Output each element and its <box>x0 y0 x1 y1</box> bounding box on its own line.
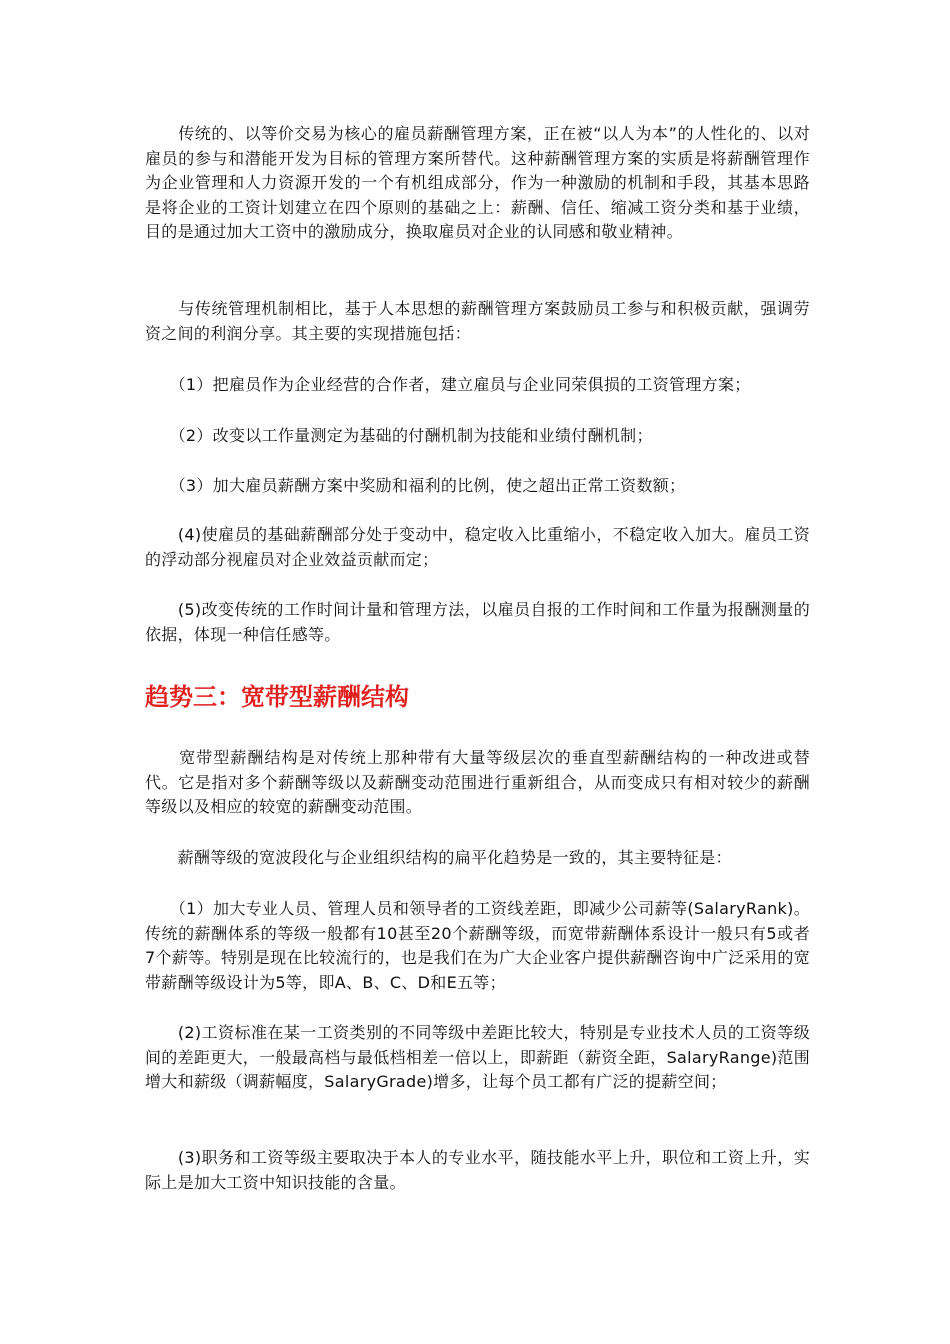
list-item-2: （2）改变以工作量测定为基础的付酬机制为技能和业绩付酬机制； <box>145 426 653 445</box>
feature-item-1: （1）加大专业人员、管理人员和领导者的工资线差距，即减少公司薪等(SalaryRank)。传统的薪酬体系的等级一般都有10甚至20个薪酬等级，而宽带薪酬体系设计一般只有5或者7个薪等。特别是现在比较流行的，也是我们在为广大企业客户提供薪酬咨询中广泛采用的宽带薪酬等级设计为5等，即A、B、C、D和E五等； <box>145 899 810 992</box>
list-item-4: (4)使雇员的基础薪酬部分处于变动中，稳定收入比重缩小，不稳定收入加大。雇员工资的浮动部分视雇员对企业效益贡献而定； <box>145 525 810 569</box>
paragraph-features-intro: 薪酬等级的宽波段化与企业组织结构的扁平化趋势是一致的，其主要特征是： <box>145 848 732 867</box>
list-item-3: （3）加大雇员薪酬方案中奖励和福利的比例，使之超出正常工资数额； <box>145 476 686 495</box>
list-item-5: (5)改变传统的工作时间计量和管理方法，以雇员自报的工作时间和工作量为报酬测量的依据，体现一种信任感等。 <box>145 600 810 644</box>
paragraph-intro: 传统的、以等价交易为核心的雇员薪酬管理方案，正在被“以人为本”的人性化的、以对雇员的参与和潜能开发为目标的管理方案所替代。这种薪酬管理方案的实质是将薪酬管理作为企业管理和人力资源开发的一个有机组成部分，作为一种激励的机制和手段，其基本思路是将企业的工资计划建立在四个原则的基础之上：薪酬、信任、缩减工资分类和基于业绩，目的是通过加大工资中的激励成分，换取雇员对企业的认同感和敬业精神。 <box>145 124 810 241</box>
section-heading: 趋势三：宽带型薪酬结构 <box>145 683 409 711</box>
feature-item-3: (3)职务和工资等级主要取决于本人的专业水平，随技能水平上升，职位和工资上升，实际上是加大工资中知识技能的含量。 <box>145 1148 810 1192</box>
feature-item-2: (2)工资标准在某一工资类别的不同等级中差距比较大，特别是专业技术人员的工资等级间的差距更大，一般最高档与最低档相差一倍以上，即薪距（薪资全距，SalaryRange)范围增大和薪级（调薪幅度，SalaryGrade)增多，让每个员工都有广泛的提薪空间； <box>145 1023 811 1091</box>
paragraph-broadband-definition: 宽带型薪酬结构是对传统上那种带有大量等级层次的垂直型薪酬结构的一种改进或替代。它是指对多个薪酬等级以及薪酬变动范围进行重新组合，从而变成只有相对较少的薪酬等级以及相应的较宽的薪酬变动范围。 <box>145 748 810 816</box>
list-item-1: （1）把雇员作为企业经营的合作者，建立雇员与企业同荣俱损的工资管理方案； <box>145 375 751 394</box>
paragraph-comparison: 与传统管理机制相比，基于人本思想的薪酬管理方案鼓励员工参与和积极贡献，强调劳资之间的利润分享。其主要的实现措施包括： <box>145 299 810 343</box>
